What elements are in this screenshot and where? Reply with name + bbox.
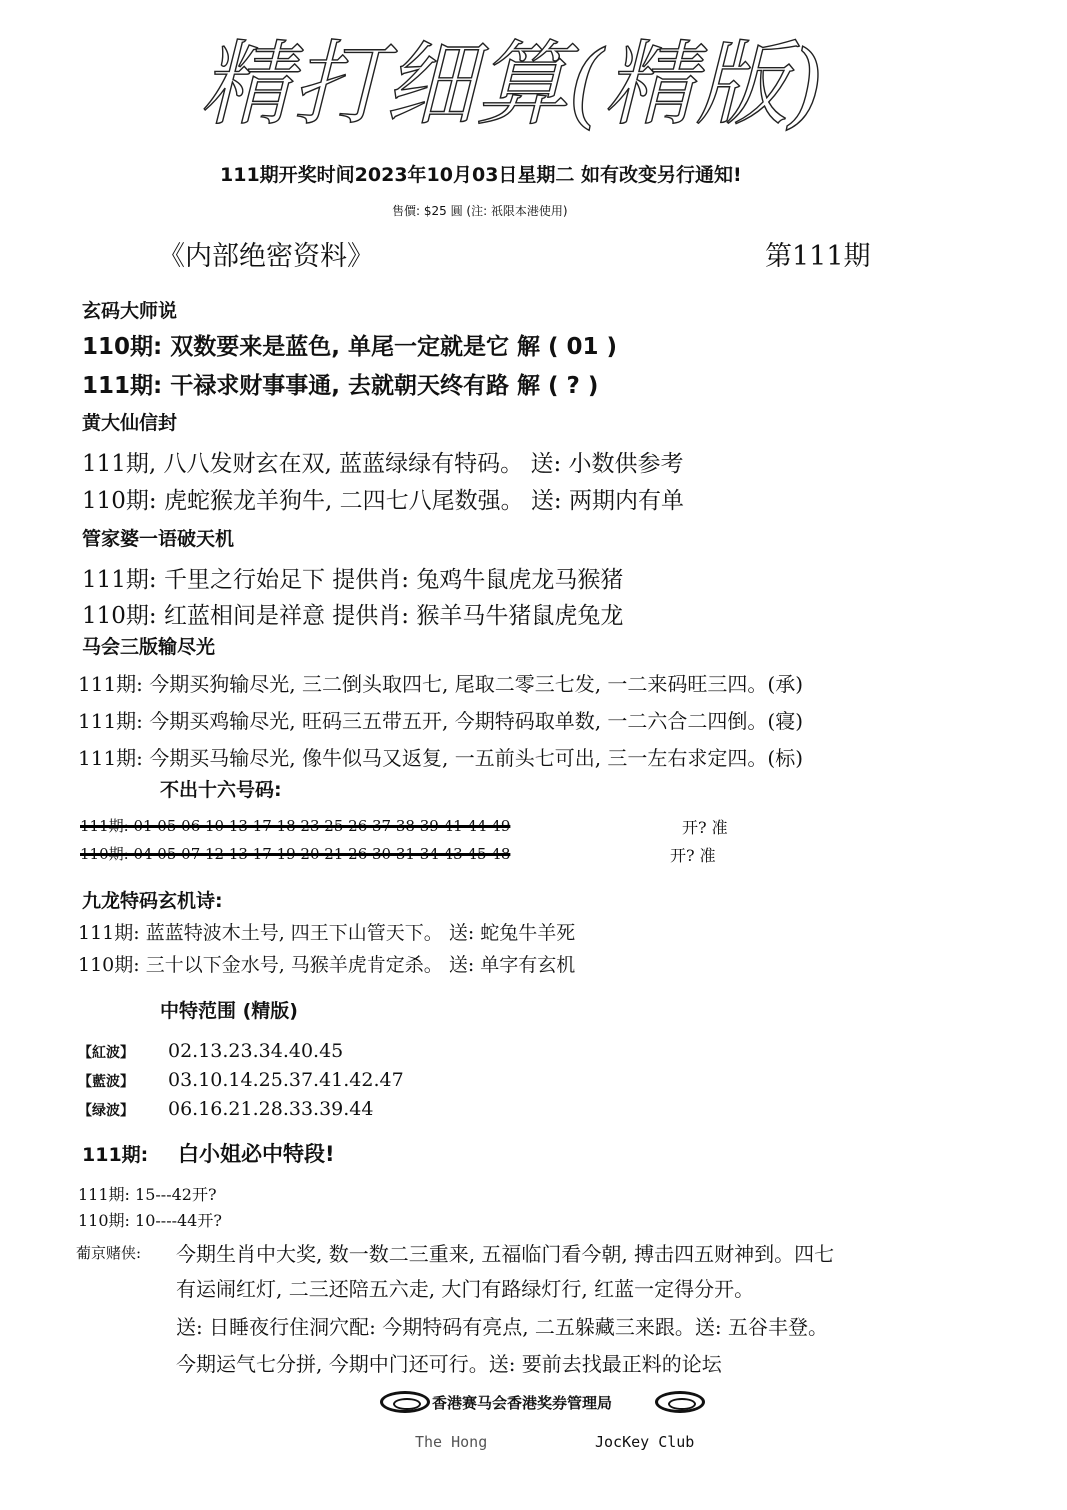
issue-number: 第111期 (765, 241, 871, 272)
title-text: 精打细算(精版) (200, 31, 824, 138)
huangdaxian-heading: 黄大仙信封 (82, 412, 178, 434)
baixiaojie-line-2: 110期: 10----44开? (78, 1211, 222, 1230)
jockey-club-logo-left-icon (380, 1391, 430, 1413)
mahui-line-3: 111期: 今期买马输尽光, 像牛似马又返复, 一五前头七可出, 三一左右求定四。(标) (78, 746, 804, 770)
buchu-row-2: 110期: 04 05 07 12 13 17 19 20 21 26 30 31 34 43 45 48 (80, 845, 511, 863)
title-logo (190, 28, 850, 138)
baixiaojie-issue: 111期: (82, 1144, 149, 1166)
footer-en-left: The Hong (415, 1433, 488, 1451)
draw-time: 111期开奖时间2023年10月03日星期二 如有改变另行通知! (220, 164, 742, 186)
guanjiapo-line-2: 110期: 红蓝相间是祥意 提供肖: 猴羊马牛猪鼠虎兔龙 (82, 603, 624, 629)
pujing-line-3: 送: 日睡夜行住洞穴配: 今期特码有亮点, 二五躲藏三来跟。送: 五谷丰登。 (176, 1315, 829, 1339)
jiulong-line-1: 111期: 蓝蓝特波木土号, 四王下山管天下。 送: 蛇兔牛羊死 (78, 922, 576, 944)
price-note: 售價: $25 圓 (注: 祇限本港使用) (392, 204, 568, 218)
footer-org: 香港赛马会香港奖券管理局 (432, 1394, 613, 1412)
baixiaojie-heading: 白小姐必中特段! (178, 1142, 335, 1166)
pujing-line-4: 今期运气七分拼, 今期中门还可行。送: 要前去找最正料的论坛 (176, 1352, 722, 1376)
zhongte-label-green: 【绿波】 (78, 1103, 134, 1119)
baixiaojie-line-1: 111期: 15---42开? (78, 1185, 217, 1204)
pujing-line-1: 今期生肖中大奖, 数一数二三重来, 五福临门看今朝, 搏击四五财神到。四七 (176, 1242, 835, 1266)
buchu-heading: 不出十六号码: (160, 779, 282, 801)
huangdaxian-line-1: 111期, 八八发财玄在双, 蓝蓝绿绿有特码。 送: 小数供参考 (82, 451, 684, 477)
zhongte-numbers-green: 06.16.21.28.33.39.44 (168, 1098, 374, 1120)
pujing-label: 葡京赌侠: (76, 1244, 142, 1262)
mahui-heading: 马会三版输尽光 (82, 636, 216, 658)
huangdaxian-line-2: 110期: 虎蛇猴龙羊狗牛, 二四七八尾数强。 送: 两期内有单 (82, 488, 684, 514)
jiulong-heading: 九龙特码玄机诗: (82, 890, 223, 912)
xuanma-line-2: 111期: 干禄求财事事通, 去就朝天终有路 解 ( ? ) (82, 373, 599, 399)
buchu-status-2: 开? 准 (670, 846, 716, 865)
xuanma-line-1: 110期: 双数要来是蓝色, 单尾一定就是它 解 ( 01 ) (82, 334, 618, 360)
zhongte-label-red: 【紅波】 (78, 1045, 134, 1061)
zhongte-numbers-blue: 03.10.14.25.37.41.42.47 (168, 1069, 404, 1091)
mahui-line-2: 111期: 今期买鸡输尽光, 旺码三五带五开, 今期特码取单数, 一二六合二四倒。(寝) (78, 709, 804, 733)
zhongte-label-blue: 【藍波】 (78, 1074, 134, 1090)
pujing-line-2: 有运闹红灯, 二三还陪五六走, 大门有路绿灯行, 红蓝一定得分开。 (176, 1277, 755, 1301)
jockey-club-logo-right-icon (655, 1391, 705, 1413)
xuanma-heading: 玄码大师说 (82, 300, 178, 322)
guanjiapo-line-1: 111期: 千里之行始足下 提供肖: 兔鸡牛鼠虎龙马猴猪 (82, 567, 624, 593)
buchu-row-1: 111期: 01 05 06 10 13 17 18 23 25 26 37 38 39 41 44 49 (80, 817, 511, 835)
mahui-line-1: 111期: 今期买狗输尽光, 三二倒头取四七, 尾取二零三七发, 一二来码旺三四。(承) (78, 672, 804, 696)
doc-title: 《内部绝密资料》 (158, 241, 374, 272)
zhongte-heading: 中特范围 (精版) (160, 1000, 298, 1022)
guanjiapo-heading: 管家婆一语破天机 (82, 528, 235, 550)
footer-en-right: JocKey Club (595, 1433, 695, 1451)
buchu-status-1: 开? 准 (682, 818, 728, 837)
jiulong-line-2: 110期: 三十以下金水号, 马猴羊虎肯定杀。 送: 单字有玄机 (78, 954, 576, 976)
zhongte-numbers-red: 02.13.23.34.40.45 (168, 1040, 344, 1062)
